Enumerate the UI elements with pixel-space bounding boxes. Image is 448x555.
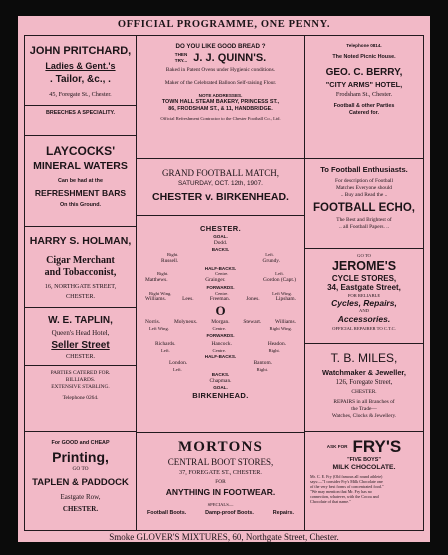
taplin-line2: Queen's Head Hotel,	[51, 329, 110, 337]
quinn-line8: Official Refreshment Contractor to the Chester Football Co., Ltd.	[160, 115, 281, 121]
jerome-line3: 34, Eastgate Street,	[327, 282, 401, 292]
ad-laycocks	[24, 135, 137, 227]
home-halfbacks: Matthews. Grainger. Gordon (Capt.)	[145, 276, 296, 283]
laycocks-line2: MINERAL WATERS	[33, 160, 128, 172]
pritchard-name: JOHN PRITCHARD,	[29, 45, 132, 57]
miles-line6: the Trade—	[351, 406, 377, 412]
holman-line3: and Tobacconist,	[44, 267, 117, 278]
home-goal: Dodd.	[213, 239, 228, 246]
echo-line7: .. all Football Papers. ..	[339, 224, 389, 230]
miles-line3: 126, Foregate Street,	[335, 379, 393, 386]
berry-line2: The Noted Picnic House.	[332, 53, 396, 60]
jerome-line4: FOR RELIABLE	[347, 292, 381, 298]
frys-name: FRY'S	[352, 437, 402, 456]
home-backs-heading: BACKS.	[211, 246, 230, 252]
home-backs-labels: Right. Left.	[167, 252, 274, 258]
holman-name: HARRY S. HOLMAN,	[29, 235, 132, 247]
echo-line4: .. Buy and Read the ..	[340, 192, 388, 198]
away-backs-labels: Left. Right.	[173, 366, 268, 372]
berry-line5: Frodsham St., Chester.	[335, 90, 393, 98]
miles-name: T. B. MILES,	[330, 351, 398, 365]
berry-line6: Football & other Parties	[333, 102, 395, 109]
holman-address: 16, NORTHGATE STREET,	[44, 283, 117, 290]
miles-line2: Watchmaker & Jeweller,	[322, 368, 406, 377]
divider	[25, 105, 136, 106]
taplen-line5: Eastgate Row,	[60, 493, 101, 501]
echo-line1: To Football Enthusiasts.	[320, 165, 408, 174]
frys-testimonial: Mr. C. E. Fry (Old famous all round athlete) says:—"I consider Fry's Milk Chocolate one of the very best forms of concentrated food." "We may mention that Mr. Fry has no connection, whatever, with the Cocoa and Chocolate of that name."	[310, 474, 384, 504]
mortons-line2: CENTRAL BOOT STORES,	[167, 457, 274, 467]
jerome-name: JEROME'S	[331, 258, 397, 273]
programme-sheet	[18, 16, 430, 542]
ad-football-echo	[304, 158, 424, 249]
mortons-line3: 37, FOREGATE ST., CHESTER.	[179, 469, 262, 476]
ad-miles	[304, 343, 424, 432]
home-backs: Russell. Grundy.	[161, 257, 280, 264]
team-sheet	[136, 215, 305, 433]
programme-title: OFFICIAL PROGRAMME, ONE PENNY.	[117, 19, 331, 30]
ad-jerome	[304, 248, 424, 344]
away-halfbacks-heading: HALF-BACKS.	[204, 353, 237, 359]
laycocks-name: LAYCOCKS'	[45, 144, 116, 158]
match-panel	[136, 158, 305, 216]
away-forwards-heading: FORWARDS.	[206, 332, 235, 338]
laycocks-line4: REFRESHMENT BARS	[34, 188, 127, 198]
home-halfbacks-heading: HALF-BACKS.	[204, 265, 237, 271]
taplen-line2: Printing,	[52, 449, 109, 465]
berry-line4: "CITY ARMS" HOTEL,	[325, 79, 403, 89]
laycocks-line5: On this Ground.	[59, 202, 102, 208]
echo-line3: Matches Everyone should	[336, 185, 392, 191]
jerome-line2: CYCLE STORES,	[331, 273, 397, 283]
mortons-line5: ANYTHING IN FOOTWEAR.	[165, 487, 276, 497]
quinn-line6: TOWN HALL STEAM BAKERY, PRINCESS ST.,	[161, 98, 280, 105]
ad-frys	[304, 431, 424, 531]
frys-ask: ASK FOR	[326, 444, 348, 450]
match-date: SATURDAY, OCT. 12th, 1907.	[178, 180, 263, 187]
mortons-for: FOR	[215, 479, 226, 485]
taplen-city: CHESTER.	[62, 505, 99, 513]
berry-name: GEO. C. BERRY,	[325, 66, 403, 78]
quinn-line4: Maker of the Celebrated Balloon Self-raising Flour.	[164, 80, 277, 86]
ad-berry	[304, 35, 424, 159]
taplin-city: CHESTER.	[65, 353, 96, 360]
ad-taplen-paddock	[24, 431, 137, 531]
away-goal: Chapman.	[209, 377, 232, 384]
laycocks-line3: Can be had at the	[58, 178, 103, 184]
taplin-line5: PARTIES CATERED FOR.	[50, 370, 111, 376]
away-goal-heading: GOAL.	[213, 384, 228, 390]
taplen-line3: GO TO	[72, 466, 89, 472]
holman-line2: Cigar Merchant	[46, 255, 115, 266]
away-backs: London. Bantom.	[169, 359, 272, 366]
quinn-line7: 86, FRODSHAM ST., & 11, HANDBRIDGE.	[168, 105, 273, 112]
frys-line2: "FIVE BOYS"	[347, 457, 381, 463]
away-backs-heading: BACKS.	[211, 372, 230, 378]
quinn-note: NOTE ADDRESSES.	[198, 93, 243, 98]
berry-phone: Telephone 0814.	[346, 43, 382, 48]
match-teams: CHESTER v. BIRKENHEAD.	[152, 191, 289, 203]
pritchard-line2: Ladies & Gent.'s	[45, 61, 116, 71]
miles-line5: REPAIRS in all Branches of	[333, 399, 395, 405]
jerome-line8: OFFICIAL REPAIRER TO C.T.C.	[332, 325, 396, 331]
quinn-line1: DO YOU LIKE GOOD BREAD ?	[175, 43, 266, 50]
pritchard-note: BREECHES A SPECIALITY.	[45, 110, 116, 116]
match-title: GRAND FOOTBALL MATCH,	[162, 168, 279, 178]
taplin-name: W. E. TAPLIN,	[48, 315, 113, 326]
holman-city: CHESTER.	[65, 293, 96, 300]
pritchard-address: 45, Foregate St., Chester.	[49, 91, 112, 98]
away-halfbacks: Richards. Hancock. Headon.	[155, 341, 286, 348]
quinn-line3: Baked in Patent Ovens under Hygienic conditions.	[165, 67, 276, 73]
taplin-line3: Seller Street	[51, 340, 110, 351]
quinn-name: J. J. QUINN'S.	[193, 52, 267, 64]
echo-line2: For description of Football	[335, 178, 393, 184]
home-halfbacks-labels: Right. Centre. Left.	[157, 271, 284, 277]
taplen-name: TAPLEN & PADDOCK	[32, 477, 129, 488]
quinn-then: THEN	[174, 52, 188, 58]
taplin-phone: Telephone 0264.	[62, 395, 99, 401]
mortons-specials-heading: SPECIALS—	[207, 502, 234, 507]
frys-line3: MILK CHOCOLATE.	[332, 464, 396, 471]
taplin-line7: EXTENSIVE STABLING.	[51, 384, 110, 390]
taplin-line6: BILLIARDS.	[65, 377, 96, 383]
ad-taplin	[24, 307, 137, 432]
ad-holman	[24, 226, 137, 308]
jerome-go: GO TO	[357, 253, 371, 258]
away-forwards-labels: Left Wing. Centre. Right Wing.	[149, 326, 292, 332]
away-halfbacks-labels: Left. Centre. Right.	[161, 348, 280, 354]
jerome-line6: AND	[359, 308, 369, 314]
home-forwards-labels: Right Wing. Centre. Left Wing.	[149, 290, 292, 296]
ad-mortons	[136, 432, 305, 531]
taplen-line1: For GOOD and CHEAP	[51, 440, 110, 446]
mortons-name: MORTONS	[177, 439, 264, 455]
ad-pritchard	[24, 35, 137, 136]
mortons-specials: Football Boots. Damp-proof Boots. Repairs.	[147, 509, 294, 516]
away-forwards: Norris. Molyneux. Morgan. Stewart. Williams.	[145, 319, 296, 326]
home-forwards-heading: FORWARDS.	[206, 284, 235, 290]
home-forwards: Williams. Lees. Freeman. Jones. Lipsham.	[145, 296, 296, 303]
echo-line6: The Best and Brightest of	[336, 217, 392, 223]
jerome-line5: Cycles, Repairs,	[331, 298, 397, 309]
jerome-line7: Accessories.	[337, 313, 391, 324]
miles-line7: Watches, Clocks & Jewellery.	[331, 413, 397, 419]
berry-line7: Catered for.	[349, 109, 379, 116]
divider	[25, 365, 136, 366]
football-icon: O	[215, 303, 226, 319]
home-goal-heading: GOAL.	[213, 234, 228, 239]
miles-city: CHESTER.	[351, 389, 377, 395]
away-team-name: BIRKENHEAD.	[192, 391, 249, 401]
home-team-name: CHESTER.	[199, 224, 242, 233]
quinn-try: TRY...	[174, 58, 188, 63]
ad-quinn	[136, 35, 305, 159]
echo-name: FOOTBALL ECHO,	[312, 202, 415, 214]
pritchard-line3: . Tailor, &c., .	[50, 74, 111, 85]
footer-advert: Smoke GLOVER'S MIXTURES, 60, Northgate Street, Chester.	[109, 532, 339, 542]
